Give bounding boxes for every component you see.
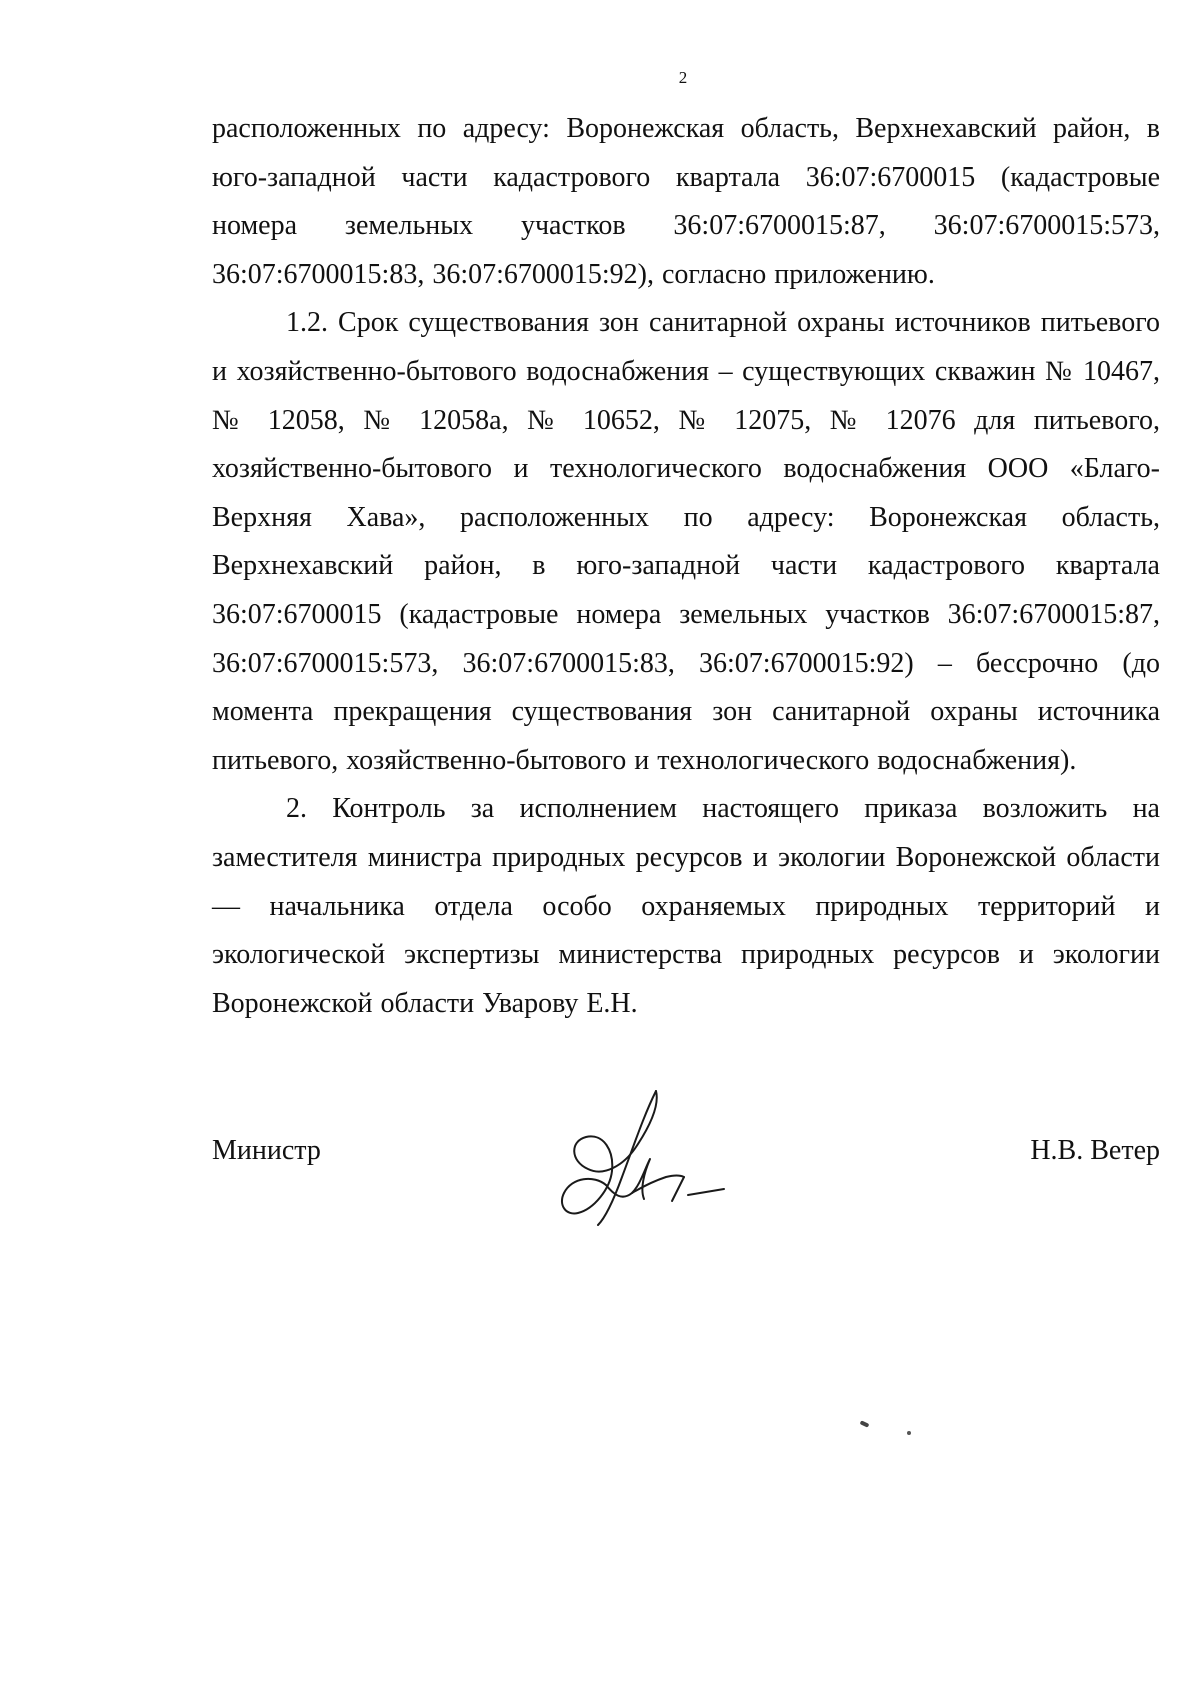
page-number: 2	[678, 68, 688, 87]
signatory-name: Н.В. Ветер	[1030, 1135, 1160, 1166]
handwritten-signature	[548, 1085, 728, 1235]
signatory-position: Министр	[212, 1135, 321, 1166]
paragraph-continuation: расположенных по адресу: Воронежская область, Верхнехавский район, в юго-западной части кадастрового квартала 36:07:6700015 (кадастровые номера земельных участков 36:07:6700015:87, 36:07:6700015:573, 36:07:6700015:83, 36:07:6700015:92), согласно приложению.	[212, 113, 1160, 290]
paragraph-1-2-term: 1.2. Срок существования зон санитарной охраны источников питьевого и хозяйственно-бытового водоснабжения – существующих скважин № 10467, № 12058, № 12058а, № 10652, № 12075, № 12076 для питьевого, хозяйственно-бытового и технологического водоснабжения ООО «Благо-Верхняя Хава», расположенных по адресу: Воронежская область, Верхнехавский район, в юго-западной части кадастрового квартала 36:07:6700015 (кадастровые номера земельных участков 36:07:6700015:87, 36:07:6700015:573, 36:07:6700015:83, 36:07:6700015:92) – бессрочно (до момента прекращения существования зон санитарной охраны источника питьевого, хозяйственно-бытового и технологического водоснабжения).	[212, 307, 1160, 776]
scan-speck	[860, 1420, 870, 1427]
paragraph-2-control: 2. Контроль за исполнением настоящего приказа возложить на заместителя министра природных ресурсов и экологии Воронежской области — начальника отдела особо охраняемых природных территорий и экологической экспертизы министерства природных ресурсов и экологии Воронежской области Уварову Е.Н.	[212, 793, 1160, 1019]
scan-speck	[907, 1431, 911, 1435]
document-body	[212, 105, 1160, 1028]
